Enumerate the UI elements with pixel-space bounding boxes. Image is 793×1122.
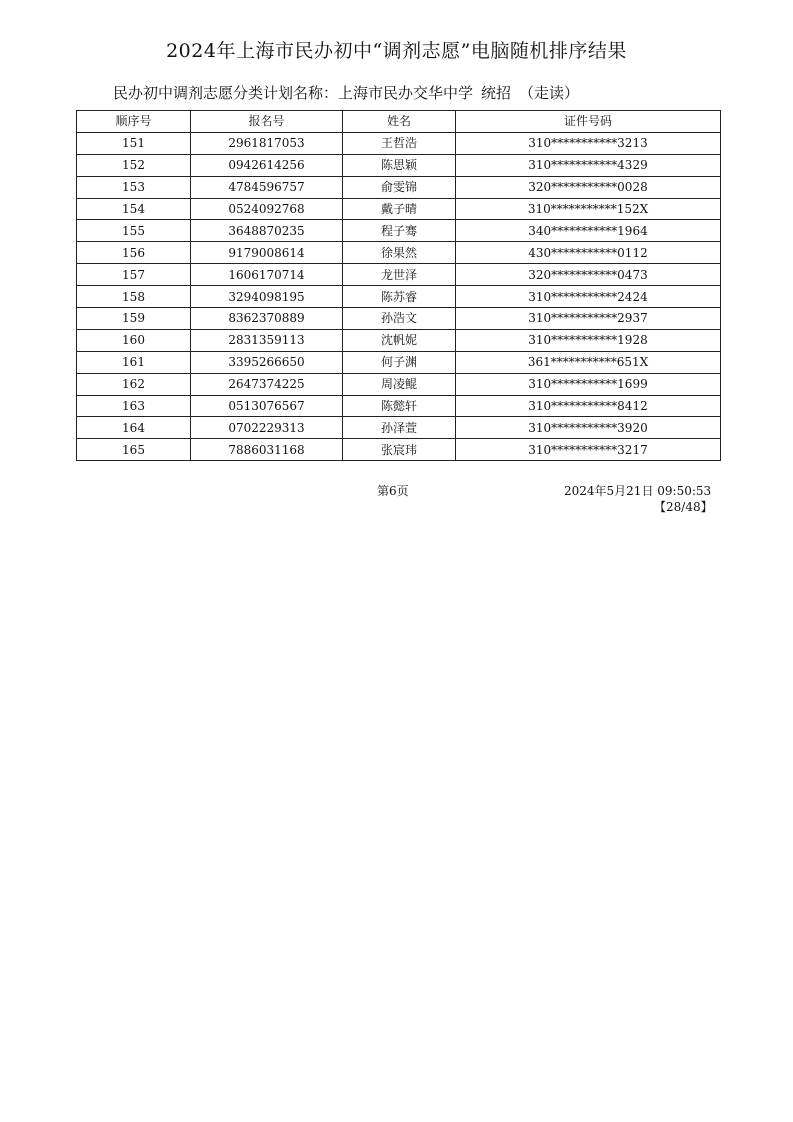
cell-id-number: 310***********3920: [456, 417, 721, 439]
cell-sequence: 152: [77, 154, 191, 176]
table-row: [77, 417, 721, 439]
cell-id-number: 310***********152X: [456, 198, 721, 220]
table-row: [77, 439, 721, 461]
cell-id-number: 430***********0112: [456, 242, 721, 264]
cell-sequence: 153: [77, 176, 191, 198]
header-id-number: 证件号码: [456, 111, 721, 133]
cell-id-number: 340***********1964: [456, 220, 721, 242]
table-row: [77, 329, 721, 351]
cell-sequence: 165: [77, 439, 191, 461]
cell-sequence: 151: [77, 132, 191, 154]
cell-id-number: 310***********1699: [456, 373, 721, 395]
cell-id-number: 320***********0028: [456, 176, 721, 198]
plan-category: 统招: [481, 84, 512, 102]
cell-registration-number: 4784596757: [191, 176, 343, 198]
cell-name: 孙泽萱: [343, 417, 456, 439]
cell-sequence: 154: [77, 198, 191, 220]
table-header-row: [77, 111, 721, 133]
header-registration-number: 报名号: [191, 111, 343, 133]
cell-sequence: 163: [77, 395, 191, 417]
cell-id-number: 310***********3217: [456, 439, 721, 461]
cell-registration-number: 0524092768: [191, 198, 343, 220]
table-row: [77, 132, 721, 154]
cell-registration-number: 0702229313: [191, 417, 343, 439]
cell-registration-number: 8362370889: [191, 308, 343, 330]
table-row: [77, 176, 721, 198]
cell-id-number: 320***********0473: [456, 264, 721, 286]
cell-name: 徐果然: [343, 242, 456, 264]
table-row: [77, 286, 721, 308]
header-sequence: 顺序号: [77, 111, 191, 133]
cell-sequence: 159: [77, 308, 191, 330]
table-row: [77, 220, 721, 242]
cell-registration-number: 9179008614: [191, 242, 343, 264]
table-row: [77, 395, 721, 417]
table-row: [77, 198, 721, 220]
cell-registration-number: 2647374225: [191, 373, 343, 395]
page-number: 第6页: [377, 484, 409, 498]
cell-name: 周凌鲲: [343, 373, 456, 395]
cell-sequence: 162: [77, 373, 191, 395]
cell-sequence: 155: [77, 220, 191, 242]
cell-name: 陈苏睿: [343, 286, 456, 308]
cell-registration-number: 3294098195: [191, 286, 343, 308]
cell-registration-number: 3648870235: [191, 220, 343, 242]
plan-mode: （走读）: [519, 84, 580, 102]
cell-name: 何子渊: [343, 351, 456, 373]
cell-registration-number: 0513076567: [191, 395, 343, 417]
cell-id-number: 310***********8412: [456, 395, 721, 417]
print-timestamp: 2024年5月21日 09:50:53: [564, 484, 712, 498]
table-row: [77, 242, 721, 264]
page-count: 【28/48】: [654, 500, 713, 514]
header-name: 姓名: [343, 111, 456, 133]
cell-id-number: 310***********1928: [456, 329, 721, 351]
cell-name: 程子骞: [343, 220, 456, 242]
cell-name: 龙世泽: [343, 264, 456, 286]
cell-sequence: 161: [77, 351, 191, 373]
results-table: [76, 110, 721, 461]
cell-id-number: 310***********2424: [456, 286, 721, 308]
cell-name: 孙浩文: [343, 308, 456, 330]
cell-registration-number: 2961817053: [191, 132, 343, 154]
cell-registration-number: 3395266650: [191, 351, 343, 373]
table-row: [77, 264, 721, 286]
cell-sequence: 164: [77, 417, 191, 439]
cell-name: 王哲浩: [343, 132, 456, 154]
cell-sequence: 158: [77, 286, 191, 308]
table-row: [77, 154, 721, 176]
cell-registration-number: 0942614256: [191, 154, 343, 176]
table-row: [77, 351, 721, 373]
cell-name: 沈帆妮: [343, 329, 456, 351]
cell-id-number: 361***********651X: [456, 351, 721, 373]
cell-id-number: 310***********2937: [456, 308, 721, 330]
page-title: 2024年上海市民办初中“调剂志愿”电脑随机排序结果: [166, 40, 627, 62]
cell-sequence: 157: [77, 264, 191, 286]
cell-name: 戴子晴: [343, 198, 456, 220]
plan-label: 民办初中调剂志愿分类计划名称：上海市民办交华中学: [113, 84, 474, 102]
cell-id-number: 310***********3213: [456, 132, 721, 154]
cell-name: 张宸玮: [343, 439, 456, 461]
cell-id-number: 310***********4329: [456, 154, 721, 176]
cell-name: 陈懿轩: [343, 395, 456, 417]
cell-sequence: 156: [77, 242, 191, 264]
table-row: [77, 308, 721, 330]
cell-registration-number: 2831359113: [191, 329, 343, 351]
cell-name: 陈思颖: [343, 154, 456, 176]
cell-sequence: 160: [77, 329, 191, 351]
plan-name: [113, 82, 587, 103]
cell-registration-number: 7886031168: [191, 439, 343, 461]
cell-registration-number: 1606170714: [191, 264, 343, 286]
cell-name: 俞雯锦: [343, 176, 456, 198]
table-row: [77, 373, 721, 395]
